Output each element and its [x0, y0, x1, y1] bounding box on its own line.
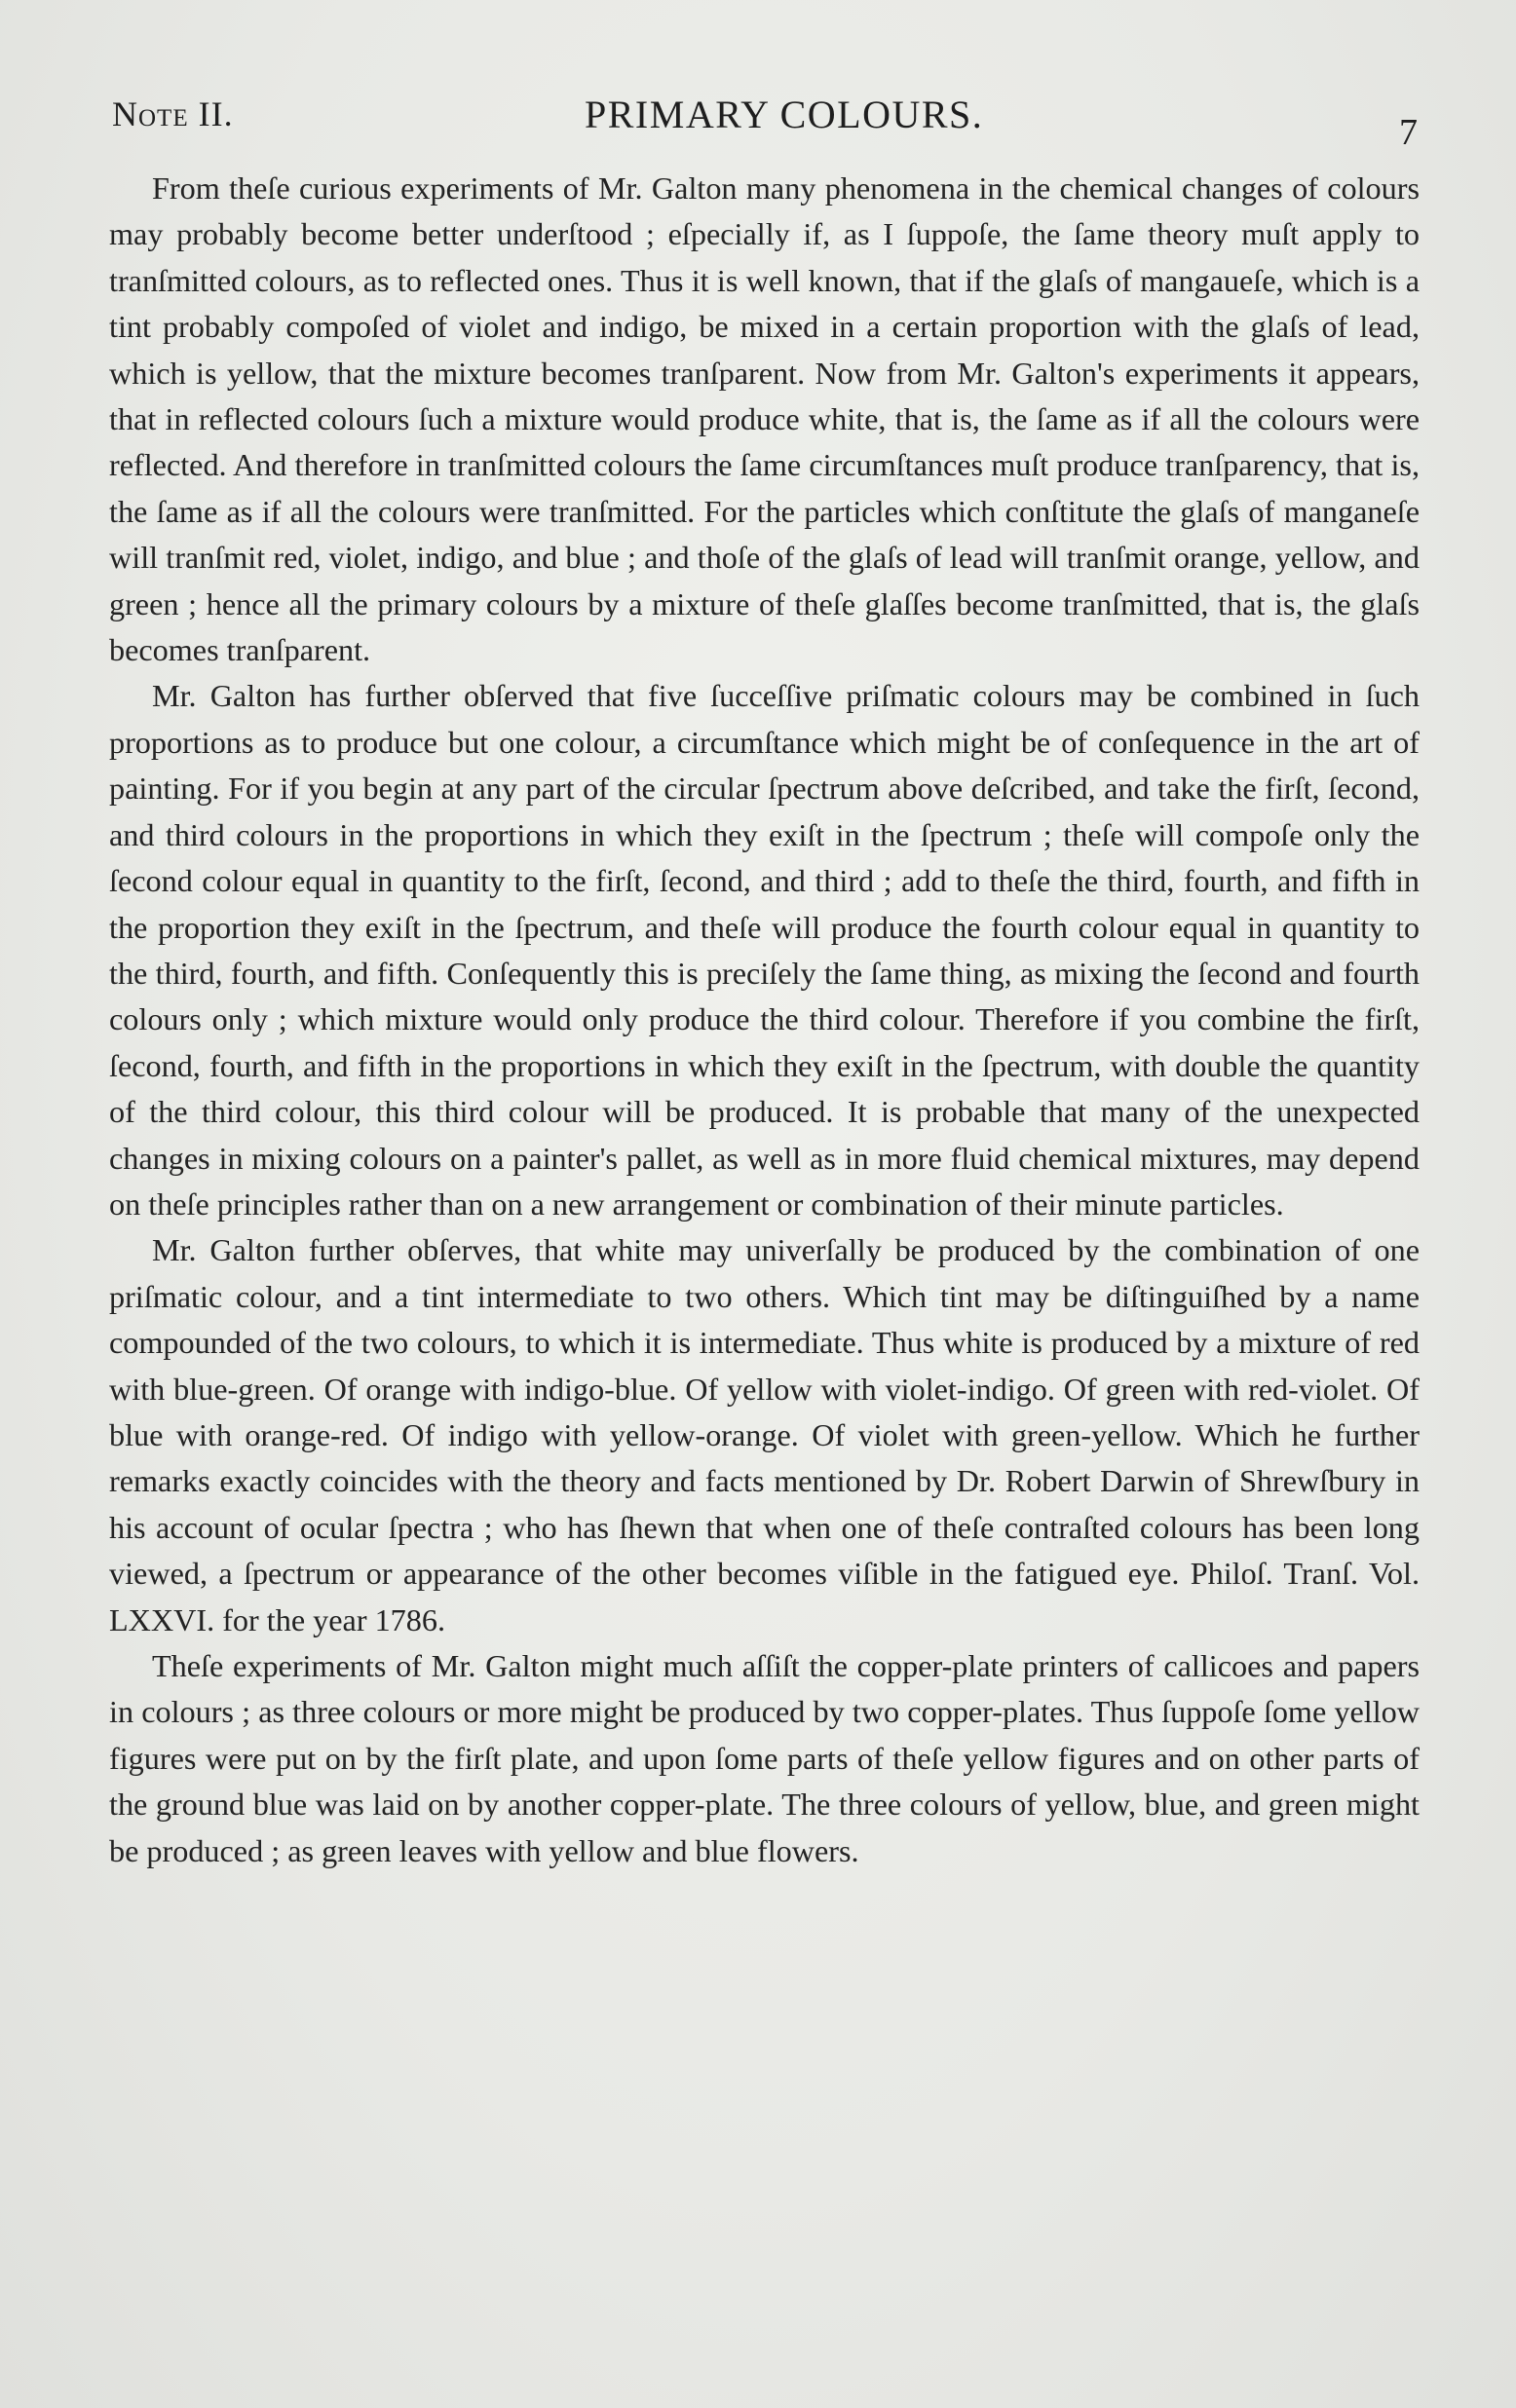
- paragraph-2: Mr. Galton has further obſerved that five ſucceſſive priſmatic colours may be combined in ſuch proportions as to produce but one colour, a circumſtance which might be of conſequence in the art of painting. For if you begin at any part of the circular ſpectrum above deſcribed, and take the firſt, ſecond, and third colours in the proportions in which they exiſt in the ſpectrum ; theſe will compoſe only the ſecond colour equal in quantity to the firſt, ſecond, and third ; add to theſe the third, fourth, and fifth in the proportion they exiſt in the ſpectrum, and theſe will produce the fourth colour equal in quantity to the third, fourth, and fifth. Conſequently this is preciſely the ſame thing, as mixing the ſecond and fourth colours only ; which mixture would only produce the third colour. Therefore if you combine the firſt, ſecond, fourth, and fifth in the proportions in which they exiſt in the ſpectrum, with double the quantity of the third colour, this third colour will be produced. It is probable that many of the unexpected changes in mixing colours on a painter's pallet, as well as in more fluid chemical mixtures, may depend on theſe principles rather than on a new arrangement or combination of their minute particles.: [109, 678, 1420, 1222]
- paragraph-3: Mr. Galton further obſerves, that white may univerſally be produced by the combination of one priſmatic colour, and a tint intermediate to two others. Which tint may be diſtinguiſhed by a name compounded of the two colours, to which it is intermediate. Thus white is produced by a mixture of red with blue-green. Of orange with indigo-blue. Of yellow with violet-indigo. Of green with red-violet. Of blue with orange-red. Of indigo with yellow-orange. Of violet with green-yellow. Which he further remarks exactly coincides with the theory and facts mentioned by Dr. Robert Darwin of Shrewſbury in his account of ocular ſpectra ; who has ſhewn that when one of theſe contraſted colours has been long viewed, a ſpectrum or appearance of the other becomes viſible in the fatigued eye. Philoſ. Tranſ. Vol. LXXVI. for the year 1786.: [109, 1232, 1420, 1637]
- paragraph-1: From theſe curious experiments of Mr. Galton many phenomena in the chemical changes of colours may probably become better underſtood ; eſpecially if, as I ſuppoſe, the ſame theory muſt apply to tranſmitted colours, as to reflected ones. Thus it is well known, that if the glaſs of mangaueſe, which is a tint probably compoſed of violet and indigo, be mixed in a certain proportion with the glaſs of lead, which is yellow, that the mixture becomes tranſparent. Now from Mr. Galton's experiments it appears, that in reflected colours ſuch a mixture would produce white, that is, the ſame as if all the colours were reflected. And therefore in tranſmitted colours the ſame circumſtances muſt produce tranſparency, that is, the ſame as if all the colours were tranſmitted. For the particles which conſtitute the glaſs of manganeſe will tranſmit red, violet, indigo, and blue ; and thoſe of the glaſs of lead will tranſmit orange, yellow, and green ; hence all the primary colours by a mixture of theſe glaſſes become tranſmitted, that is, the glaſs becomes tranſparent.: [109, 170, 1420, 668]
- page-title: PRIMARY COLOURS.: [585, 93, 984, 136]
- paragraph-4: Theſe experiments of Mr. Galton might much aſſiſt the copper-plate printers of callicoes and papers in colours ; as three colours or more might be produced by two copper-plates. Thus ſuppoſe ſome yellow figures were put on by the firſt plate, and upon ſome parts of theſe yellow figures and on other parts of the ground blue was laid on by another copper-plate. The three colours of yellow, blue, and green might be produced ; as green leaves with yellow and blue flowers.: [109, 1648, 1420, 1868]
- note-label: Note II.: [112, 94, 234, 133]
- page-number: 7: [1399, 112, 1418, 153]
- running-header: [112, 86, 1418, 154]
- body-text: [109, 166, 1420, 1874]
